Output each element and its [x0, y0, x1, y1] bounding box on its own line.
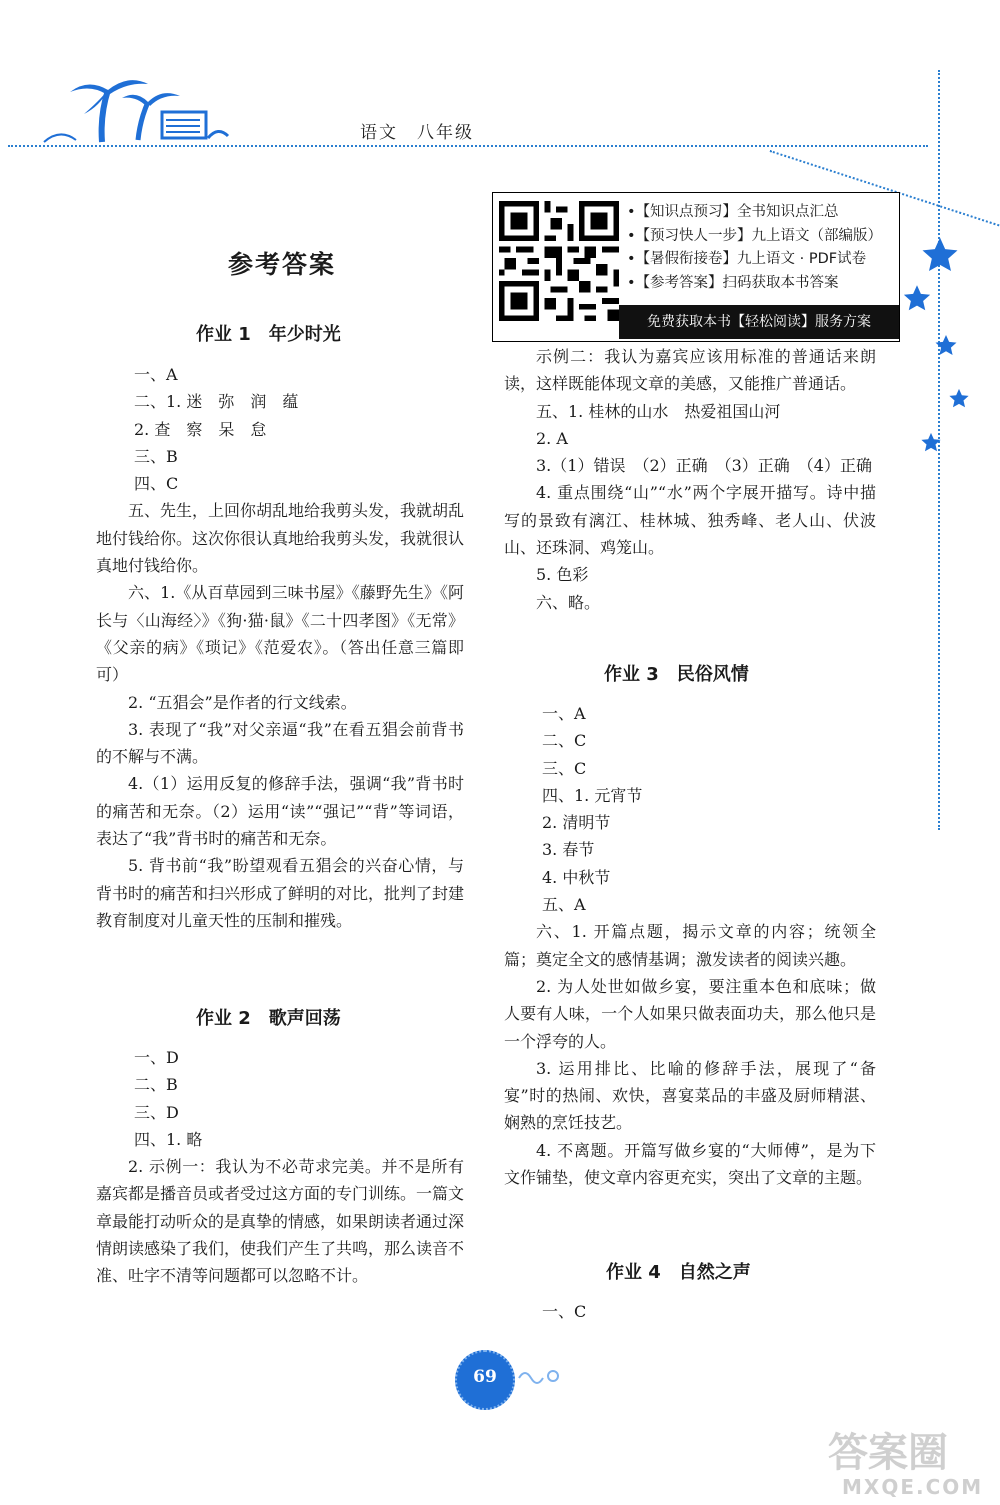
answer-paragraph: 2. 示例一：我认为不必苛求完美。并不是所有嘉宾都是播音员或者受过这方面的专门训练。一篇文章最能打动听众的是真挚的情感，如果朗读者通过深情朗读感染了我们，使我们产生了共鸣，那么读音不准、吐字不清等问题都可以忽略不计。 [96, 1157, 465, 1286]
header-title: 语文 八年级 [360, 123, 474, 143]
answer-paragraph: 4.（1）运用反复的修辞手法，强调“我”背书时的痛苦和无奈。（2）运用“读”“强记”“背”等词语，表达了“我”背书时的痛苦和无奈。 [96, 774, 464, 849]
answer-line: 一、D [134, 1048, 179, 1067]
watermark-logo [822, 1420, 990, 1500]
answer-paragraph: 示例二：我认为嘉宾应该用标准的普通话来朗读，这样既能体现文章的美感，又能推广普通话。 [504, 347, 876, 394]
answer-line: 三、B [134, 446, 178, 466]
wave-decoration-icon [515, 1360, 565, 1390]
answer-line: 二、1. 迷 弥 润 蕴 [134, 392, 299, 412]
answer-paragraph: 4. 重点围绕“山”“水”两个字展开描写。诗中描写的景致有漓江、桂林城、独秀峰、老人山、伏波山、还珠洞、鸡笼山。 [504, 483, 876, 558]
answer-line: 三、D [134, 1102, 179, 1122]
answer-line: 4. 中秋节 [542, 867, 611, 887]
left-column-section-2 [96, 1044, 464, 1290]
answer-line: 3. 春节 [542, 840, 595, 860]
watermark-text: 答案圈 [828, 1430, 948, 1476]
page-title: 参考答案 [228, 250, 337, 279]
page-number: 69 [473, 1367, 497, 1387]
qr-promo-line: •【知识点预习】全书知识点汇总 [627, 204, 839, 220]
section-title-1: 作业 1 年少时光 [196, 324, 341, 345]
qr-promo-line: •【暑假衔接卷】九上语文 · PDF试卷 [627, 251, 867, 267]
answer-line: 二、C [542, 731, 587, 751]
answer-paragraph: 六、1. 开篇点题，揭示文章的内容；统领全篇；奠定全文的感情基调；激发读者的阅读兴趣。 [504, 922, 876, 969]
qr-promo-box [492, 192, 900, 342]
qr-promo-footer: 免费获取本书【轻松阅读】服务方案 [619, 305, 899, 339]
answer-paragraph: 五、1. 桂林的山水 热爱祖国山河 [536, 401, 781, 421]
right-column-continued [504, 343, 876, 616]
answer-paragraph: 3.（1）错误 （2）正确 （3）正确 （4）正确 [536, 456, 872, 476]
qr-promo-line: •【参考答案】扫码获取本书答案 [627, 274, 839, 291]
answer-paragraph: 3. 表现了“我”对父亲逼“我”在看五猖会前背书的不解与不满。 [96, 719, 464, 767]
palm-tree-logo [40, 70, 230, 145]
answer-line: 三、C [542, 758, 587, 778]
answer-line: 四、1. 元宵节 [542, 785, 643, 805]
section-title-2: 作业 2 歌声回荡 [196, 1008, 341, 1029]
answer-line: 二、B [134, 1075, 178, 1095]
watermark-url: MXQE.COM [842, 1475, 984, 1499]
answer-paragraph: 5. 背书前“我”盼望观看五猖会的兴奋心情，与背书时的痛苦和扫兴形成了鲜明的对比，批判了封建教育制度对儿童天性的压制和摧残。 [96, 856, 465, 930]
star-icon [934, 334, 958, 358]
answer-paragraph: 2. 为人处世如做乡宴，要注重本色和底味；做人要有人味，一个人如果只做表面功夫，那么他只是一个浮夸的人。 [504, 976, 876, 1051]
answer-line: 2. 清明节 [542, 813, 611, 833]
section-title-3: 作业 3 民俗风情 [604, 664, 749, 685]
qr-code-icon[interactable] [499, 201, 619, 321]
star-icon [902, 284, 932, 314]
right-column-section-4 [504, 1298, 876, 1325]
star-icon [920, 432, 942, 454]
answer-paragraph: 六、1.《从百草园到三味书屋》《藤野先生》《阿长与〈山海经〉》《狗·猫·鼠》《二十四孝图》《无常》《父亲的病》《琐记》《范爱农》。（答出任意三篇即可） [96, 583, 464, 685]
right-column-section-3 [504, 700, 876, 1191]
answer-paragraph: 六、略。 [536, 592, 601, 612]
left-column-section-1 [96, 361, 464, 934]
header-dotted-line [8, 145, 928, 147]
star-icon [948, 388, 970, 410]
answer-paragraph: 五、先生，上回你胡乱地给我剪头发，我就胡乱地付钱给你。这次你很认真地给我剪头发，我就很认真地付钱给你。 [96, 501, 465, 576]
answer-paragraph: 4. 不离题。开篇写做乡宴的“大师傅”，是为下文作铺垫，使文章内容更充实，突出了文章的主题。 [504, 1140, 876, 1188]
qr-promo-line: •【预习快人一步】九上语文（部编版） [627, 227, 883, 244]
answer-line: 四、C [134, 474, 179, 494]
answer-line: 四、1. 略 [134, 1129, 203, 1149]
section-title-4: 作业 4 自然之声 [606, 1262, 751, 1283]
answer-paragraph: 5. 色彩 [536, 565, 589, 585]
answer-paragraph: 2. “五猖会”是作者的行文线索。 [128, 692, 357, 712]
answer-line: 一、A [134, 365, 178, 384]
star-icon [920, 236, 960, 276]
answer-paragraph: 3. 运用排比、比喻的修辞手法，展现了“备宴”时的热闹、欢快，喜宴菜品的丰盛及厨师精湛、娴熟的烹饪技艺。 [504, 1058, 876, 1133]
qr-promo-list [627, 201, 882, 295]
answer-paragraph: 2. A [536, 428, 568, 448]
answer-line: 一、C [542, 1302, 587, 1321]
answer-line: 一、A [542, 704, 586, 723]
answer-line: 2. 查 察 呆 怠 [134, 419, 267, 439]
answer-line: 五、A [542, 895, 586, 915]
